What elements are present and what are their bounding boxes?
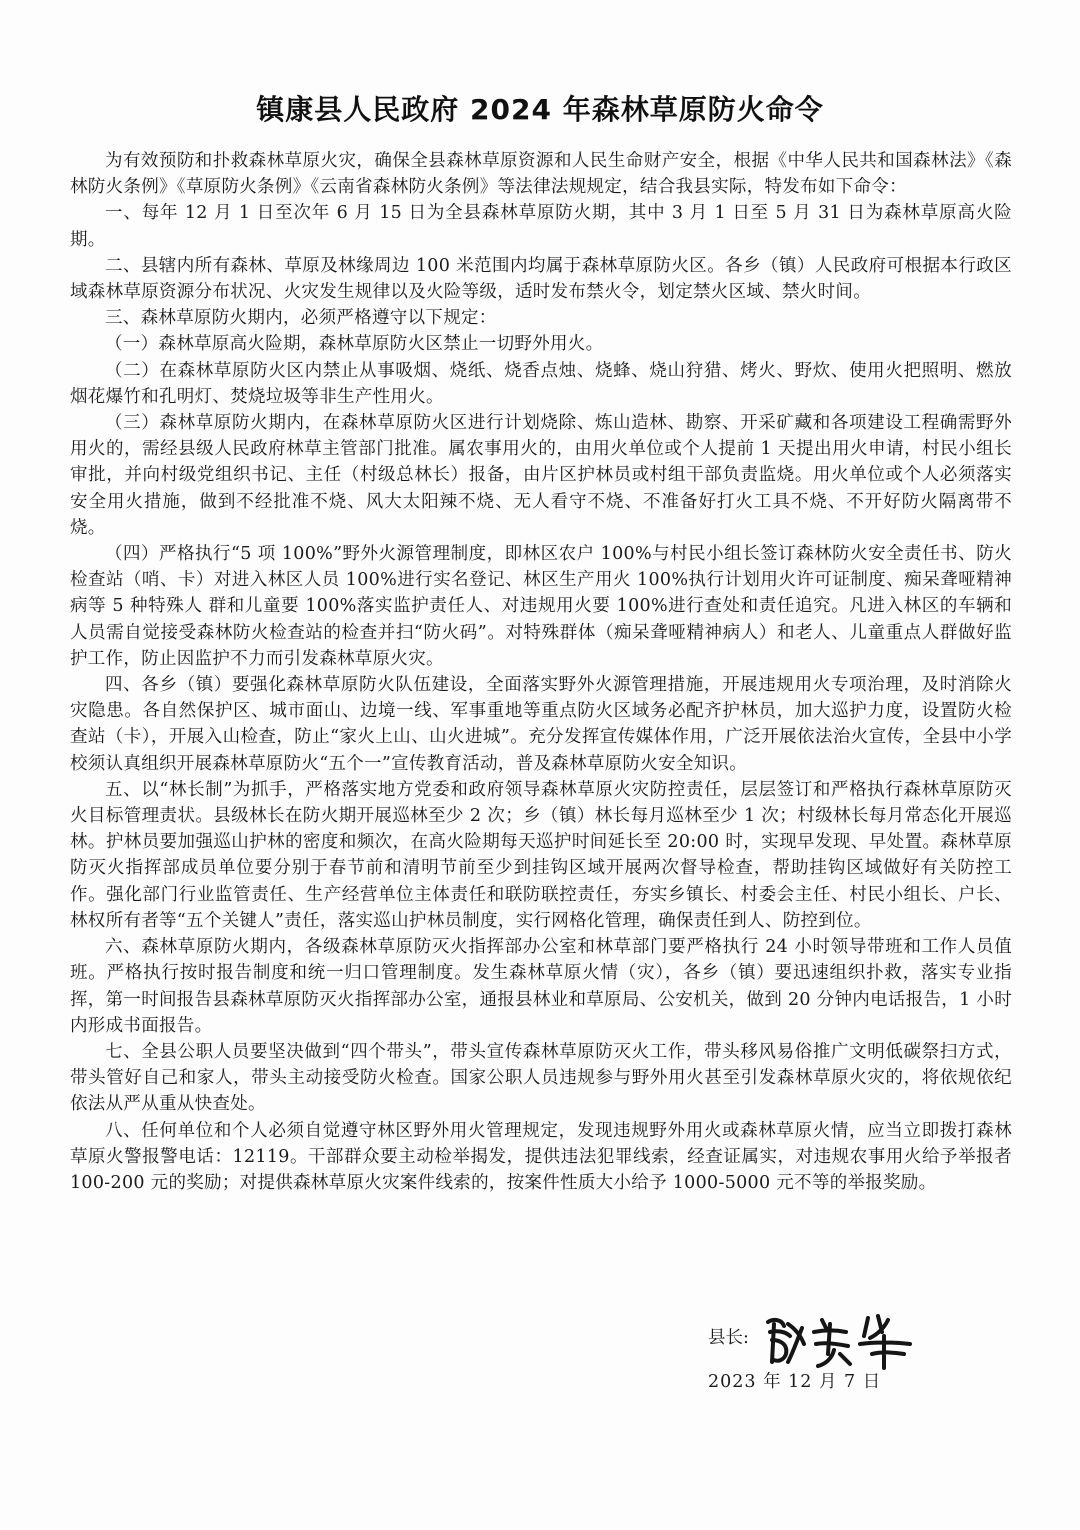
paragraph-section-3-item-2: （二）在森林草原防火区内禁止从事吸烟、烧纸、烧香点烛、烧蜂、烧山狩猎、烤火、野炊、使用火把照明、燃放烟花爆竹和孔明灯、焚烧垃圾等非生产性用火。 xyxy=(70,360,1012,407)
document-body xyxy=(70,148,1012,1196)
paragraph-section-3-item-1: （一）森林草原高火险期，森林草原防火区禁止一切野外用火。 xyxy=(105,334,604,355)
paragraph-section-4: 四、各乡（镇）要强化森林草原防火队伍建设，全面落实野外火源管理措施，开展违规用火专项治理，及时消除火灾隐患。各自然保护区、城市面山、边境一线、军事重地等重点防火区域务必配齐护林员，加大巡护力度，设置防火检查站（卡），开展入山检查，防止“家火上山、山火进城”。充分发挥宣传媒体作用，广泛开展依法治火宣传，全县中小学校须认真组织开展森林草原防火“五个一”宣传教育活动，普及森林草原防火安全知识。 xyxy=(70,675,1012,774)
paragraph-section-3-item-4: （四）严格执行“5 项 100%”野外火源管理制度，即林区农户 100%与村民小组长签订森林防火安全责任书、防火检查站（哨、卡）对进入林区人员 100%进行实名登记、林区生产用火 100%执行计划用火许可证制度、痴呆聋哑精神病等 5 种特殊人 群和儿童要 100%落实监护责任人、对违规用火要 100%进行查处和责任追究。凡进入林区的车辆和人员需自觉接受森林防火检查站的检查并扫“防火码”。对特殊群体（痴呆聋哑精神病人）和老人、儿童重点人群做好监护工作，防止因监护不力而引发森林草原火灾。 xyxy=(70,544,1012,669)
paragraph-preamble: 为有效预防和扑救森林草原火灾，确保全县森林草原资源和人民生命财产安全，根据《中华人民共和国森林法》《森林防火条例》《草原防火条例》《云南省森林防火条例》等法律法规规定，结合我县实际，特发布如下命令： xyxy=(70,151,1012,198)
paragraph-section-5: 五、以“林长制”为抓手，严格落实地方党委和政府领导森林草原火灾防控责任，层层签订和严格执行森林草原防灭火目标管理责状。县级林长在防火期开展巡林至少 2 次；乡（镇）林长每月巡林至少 1 次；村级林长每月常态化开展巡林。护林员要加强巡山护林的密度和频次，在高火险期每天巡护时间延长至 20:00 时，实现早发现、早处置。森林草原防灭火指挥部成员单位要分别于春节前和清明节前至少到挂钩区域开展两次督导检查，帮助挂钩区域做好有关防控工作。强化部门行业监管责任、生产经营单位主体责任和联防联控责任，夯实乡镇长、村委会主任、村民小组长、户长、林权所有者等“五个关键人”责任，落实巡山护林员制度，实行网格化管理，确保责任到人、防控到位。 xyxy=(70,779,1012,931)
signature-label: 县长: xyxy=(708,1328,749,1348)
paragraph-section-3: 三、森林草原防火期内，必须严格遵守以下规定： xyxy=(105,308,497,329)
handwritten-signature xyxy=(760,1310,920,1370)
issue-date: 2023 年 12 月 7 日 xyxy=(708,1372,882,1392)
paragraph-section-1: 一、每年 12 月 1 日至次年 6 月 15 日为全县森林草原防火期，其中 3 月 1 日至 5 月 31 日为森林草原高火险期。 xyxy=(70,203,1012,250)
signature-block xyxy=(700,1310,1000,1430)
paragraph-section-8: 八、任何单位和个人必须自觉遵守林区野外用火管理规定，发现违规野外用火或森林草原火情，应当立即拨打森林草原火警报警电话：12119。干部群众要主动检举揭发，提供违法犯罪线索，经查证属实，对违规农事用火给予举报者 100-200 元的奖励；对提供森林草原火灾案件线索的，按案件性质大小给予 1000-5000 元不等的举报奖励。 xyxy=(70,1120,1012,1193)
paragraph-section-2: 二、县辖内所有森林、草原及林缘周边 100 米范围内均属于森林草原防火区。各乡（镇）人民政府可根据本行政区域森林草原资源分布状况、火灾发生规律以及火险等级，适时发布禁火令，划定禁火区域、禁火时间。 xyxy=(70,255,1012,303)
paragraph-section-3-item-3: （三）森林草原防火期内，在森林草原防火区进行计划烧除、炼山造林、勘察、开采矿藏和各项建设工程确需野外用火的，需经县级人民政府林草主管部门批准。属农事用火的，由用火单位或个人提前 1 天提出用火申请，村民小组长审批，并向村级党组织书记、主任（村级总林长）报备，由片区护林员或村组干部负责监烧。用火单位或个人必须落实安全用火措施，做到不经批准不烧、风大太阳辣不烧、无人看守不烧、不准备好打火工具不烧、不开好防火隔离带不烧。 xyxy=(70,413,1012,538)
paragraph-section-7: 七、全县公职人员要坚决做到“四个带头”，带头宣传森林草原防灭火工作，带头移风易俗推广文明低碳祭扫方式，带头管好自己和家人，带头主动接受防火检查。国家公职人员违规参与野外用火甚至引发森林草原火灾的，将依规依纪依法从严从重从快查处。 xyxy=(70,1041,1012,1115)
paragraph-section-6: 六、森林草原防火期内，各级森林草原防灭火指挥部办公室和林草部门要严格执行 24 小时领导带班和工作人员值班。严格执行按时报告制度和统一归口管理制度。发生森林草原火情（灾），各乡（镇）要迅速组织扑救，落实专业指挥，第一时间报告县森林草原防灭火指挥部办公室，通报县林业和草原局、公安机关，做到 20 分钟内电话报告，1 小时内形成书面报告。 xyxy=(70,937,1012,1036)
document-title: 镇康县人民政府 2024 年森林草原防火命令 xyxy=(256,93,824,126)
